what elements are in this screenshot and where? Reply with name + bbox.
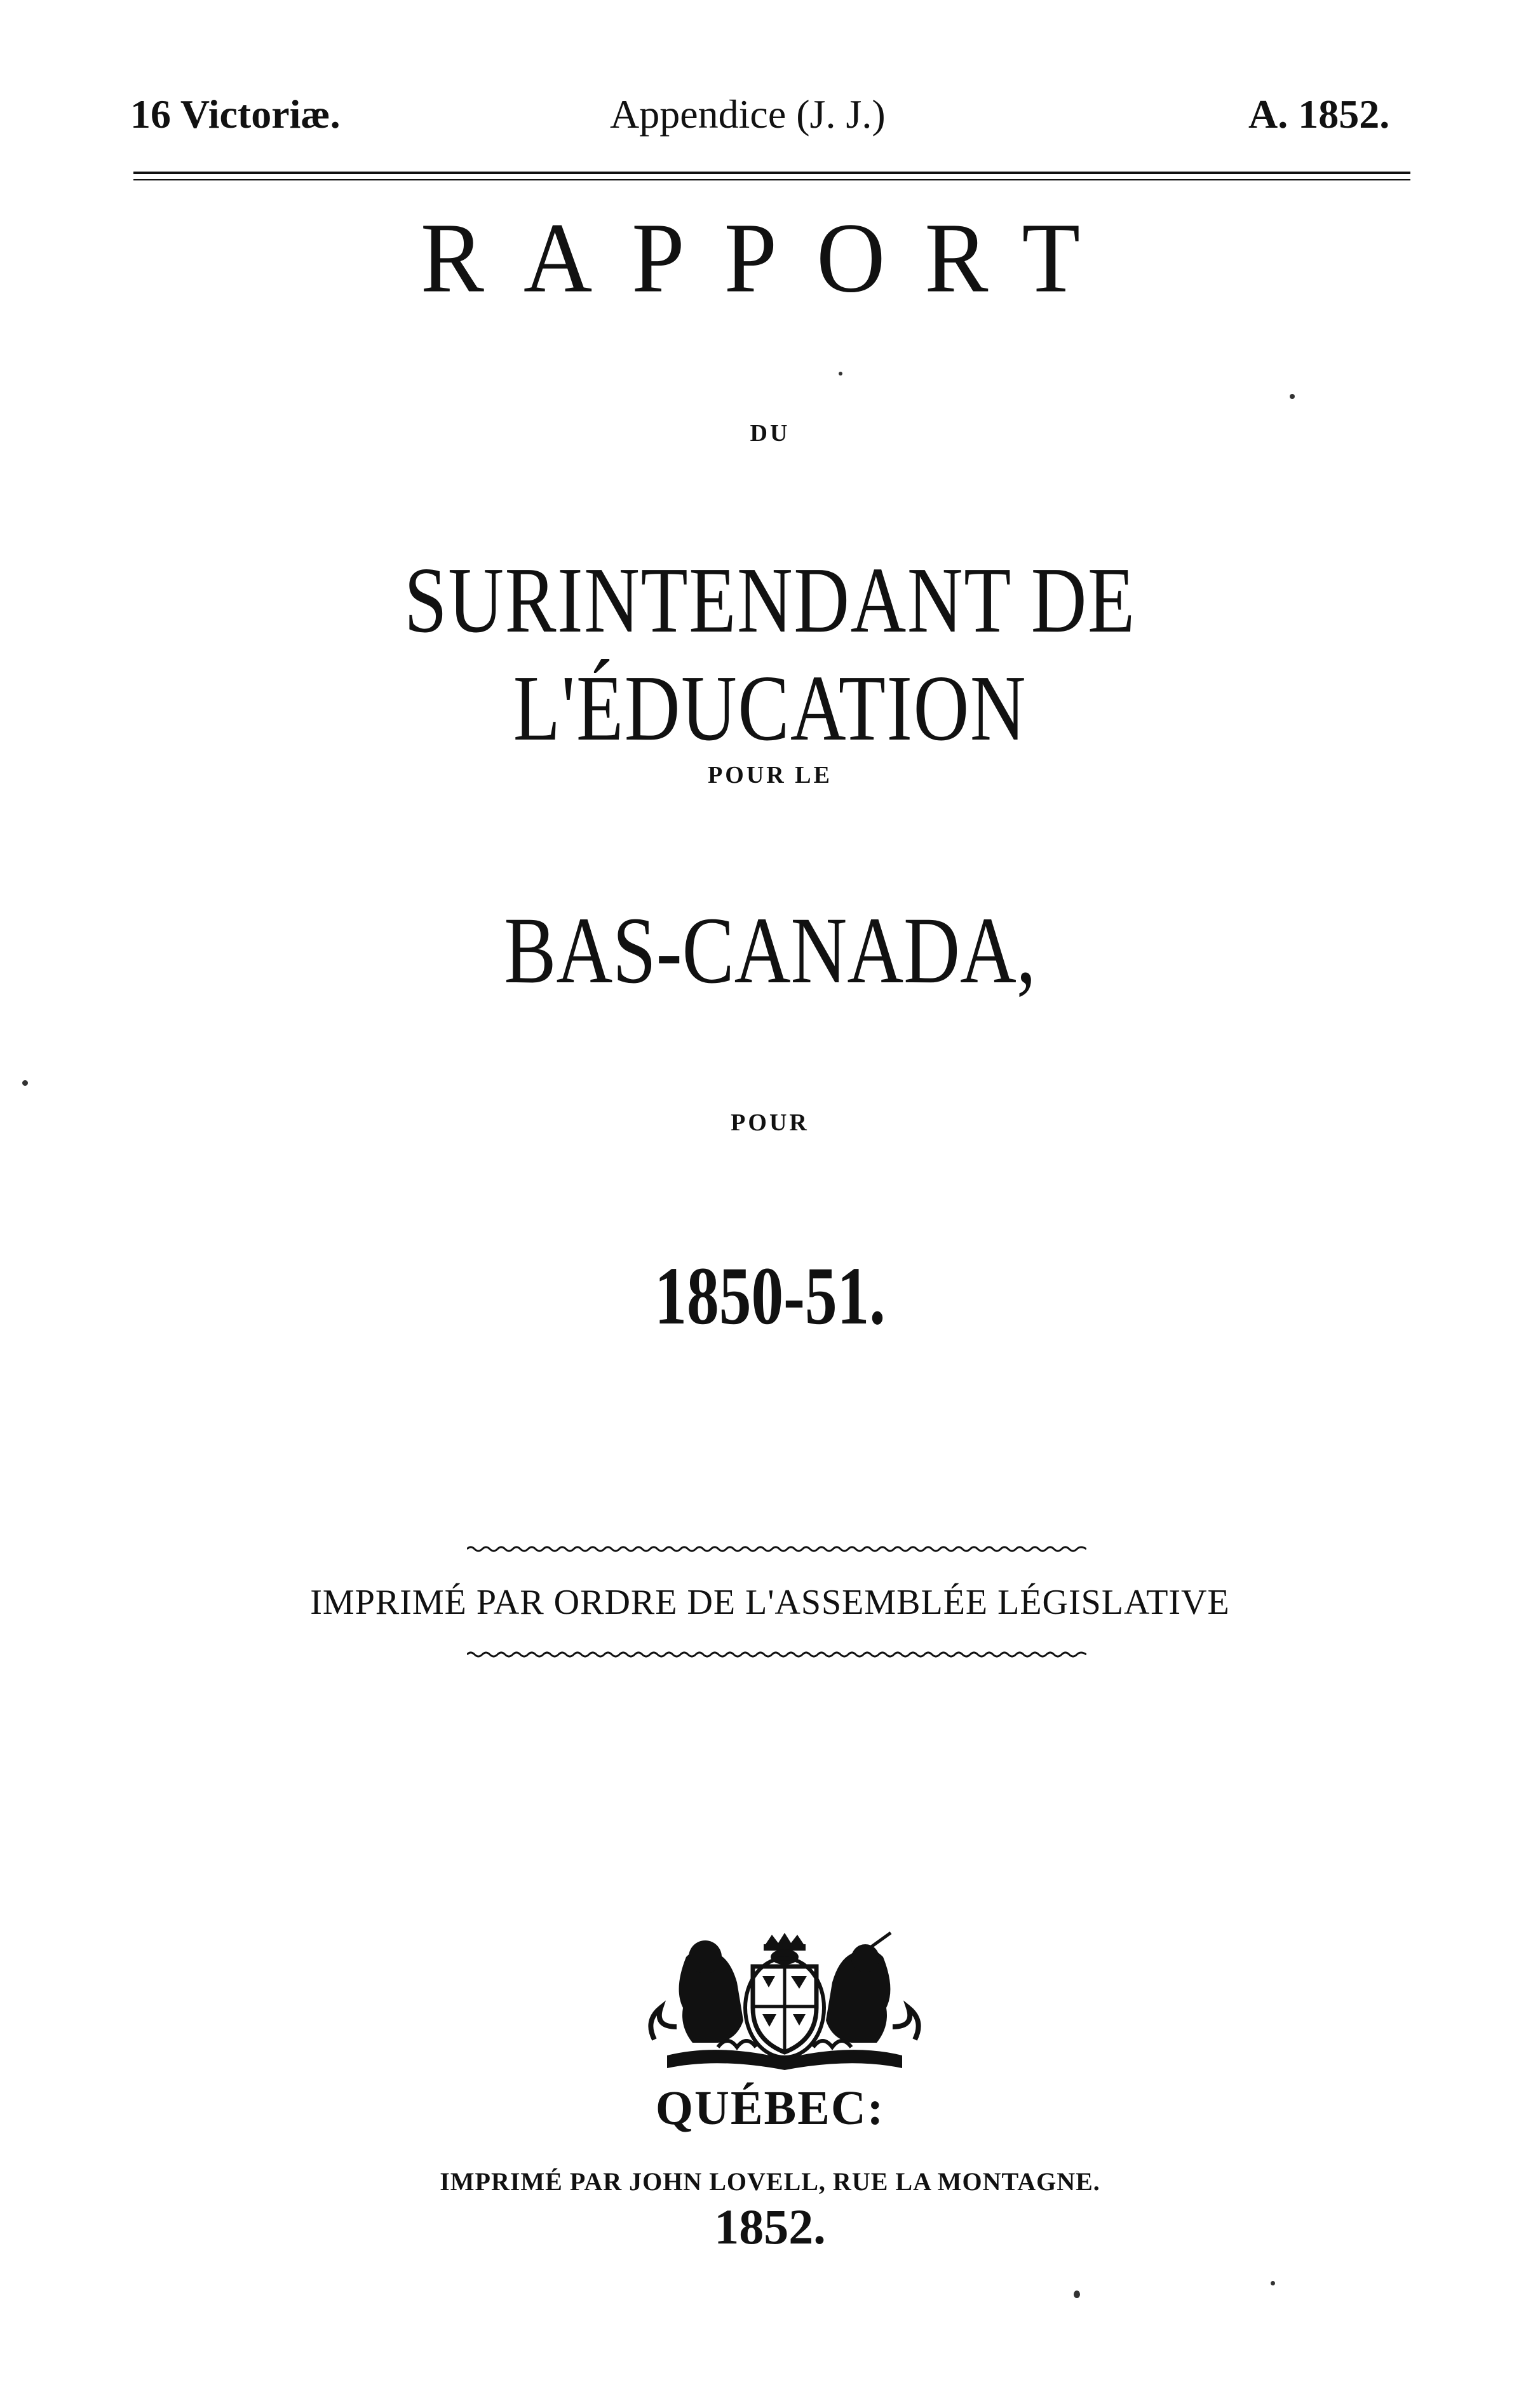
connector-pour-le: POUR LE	[708, 762, 832, 788]
printed-by-order: IMPRIMÉ PAR ORDRE DE L'ASSEMBLÉE LÉGISLATIVE	[310, 1583, 1230, 1622]
title-rapport: RAPPORT	[420, 202, 1120, 314]
printing-year: 1852.	[714, 2199, 826, 2254]
title-year: 1850-51.	[654, 1250, 886, 1342]
header-right: A. 1852.	[1248, 91, 1390, 137]
header-rule-thin	[133, 179, 1410, 180]
header-rule-thick	[133, 172, 1410, 174]
coat-of-arms-icon	[642, 1932, 928, 2071]
scan-speck	[1074, 2291, 1080, 2298]
scan-speck	[1290, 394, 1295, 399]
scan-speck	[1271, 2281, 1275, 2285]
header-middle: Appendice (J. J.)	[610, 91, 886, 137]
title-surintendant: SURINTENDANT DE L'ÉDUCATION	[404, 548, 1136, 761]
printer-line: IMPRIMÉ PAR JOHN LOVELL, RUE LA MONTAGNE.	[440, 2167, 1100, 2196]
wavy-rule-bottom	[467, 1651, 1086, 1658]
connector-du: DU	[750, 420, 790, 447]
connector-pour: POUR	[731, 1109, 809, 1136]
title-bas-canada: BAS-CANADA,	[504, 898, 1036, 1003]
wavy-rule-top	[467, 1545, 1086, 1553]
scan-speck	[22, 1080, 28, 1086]
place-of-printing: QUÉBEC:	[655, 2081, 885, 2135]
scan-speck	[839, 372, 842, 376]
header-left: 16 Victoriæ.	[130, 91, 341, 137]
